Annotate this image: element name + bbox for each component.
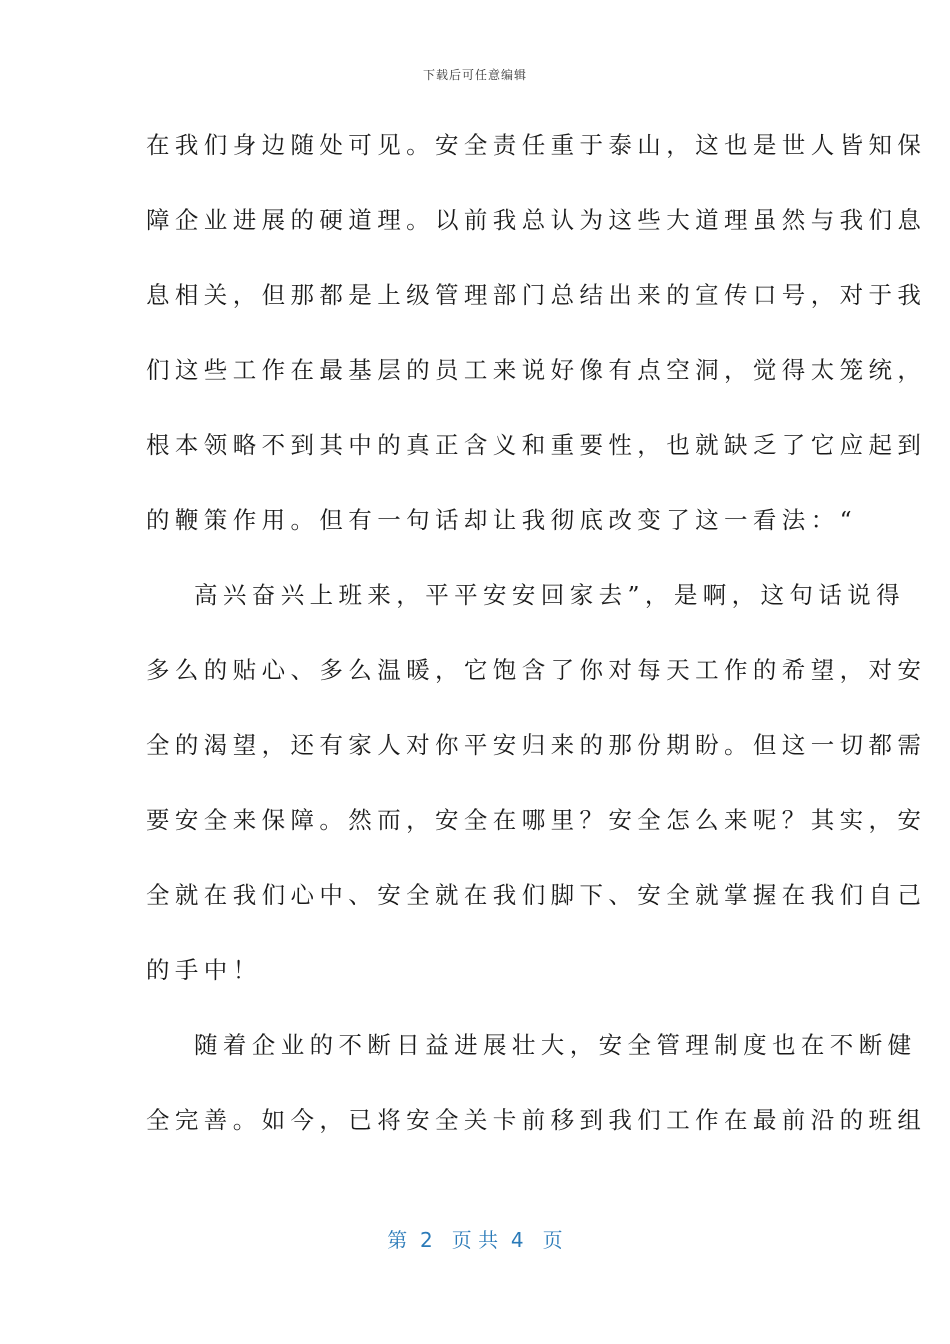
text-line: 的手中！ bbox=[146, 956, 262, 984]
text-line: 根本领略不到其中的真正含义和重要性，也就缺乏了它应起到 bbox=[146, 431, 927, 459]
text-line: 全的渴望，还有家人对你平安归来的那份期盼。但这一切都需 bbox=[146, 731, 927, 759]
text-line: 全完善。如今，已将安全关卡前移到我们工作在最前沿的班组 bbox=[146, 1106, 927, 1134]
text-line: 全就在我们心中、安全就在我们脚下、安全就掌握在我们自己 bbox=[146, 881, 927, 909]
text-line-paragraph-start: 高兴奋兴上班来，平平安安回家去”，是啊，这句话说得 bbox=[194, 581, 906, 609]
text-line-paragraph-start: 随着企业的不断日益进展壮大，安全管理制度也在不断健 bbox=[194, 1031, 917, 1059]
page-number: 第 2 页 共 4 页 bbox=[387, 1228, 563, 1252]
text-line: 们这些工作在最基层的员工来说好像有点空洞，觉得太笼统， bbox=[146, 356, 927, 384]
text-line: 在我们身边随处可见。安全责任重于泰山，这也是世人皆知保 bbox=[146, 131, 927, 159]
document-body bbox=[146, 120, 927, 1170]
header-note: 下载后可任意编辑 bbox=[422, 68, 527, 82]
text-line: 息相关，但那都是上级管理部门总结出来的宣传口号，对于我 bbox=[146, 281, 927, 309]
text-line: 的鞭策作用。但有一句话却让我彻底改变了这一看法：“ bbox=[146, 506, 858, 534]
text-line: 要安全来保障。然而，安全在哪里？安全怎么来呢？其实，安 bbox=[146, 806, 927, 834]
text-line: 障企业进展的硬道理。以前我总认为这些大道理虽然与我们息 bbox=[146, 206, 927, 234]
text-line: 多么的贴心、多么温暖，它饱含了你对每天工作的希望，对安 bbox=[146, 656, 927, 684]
